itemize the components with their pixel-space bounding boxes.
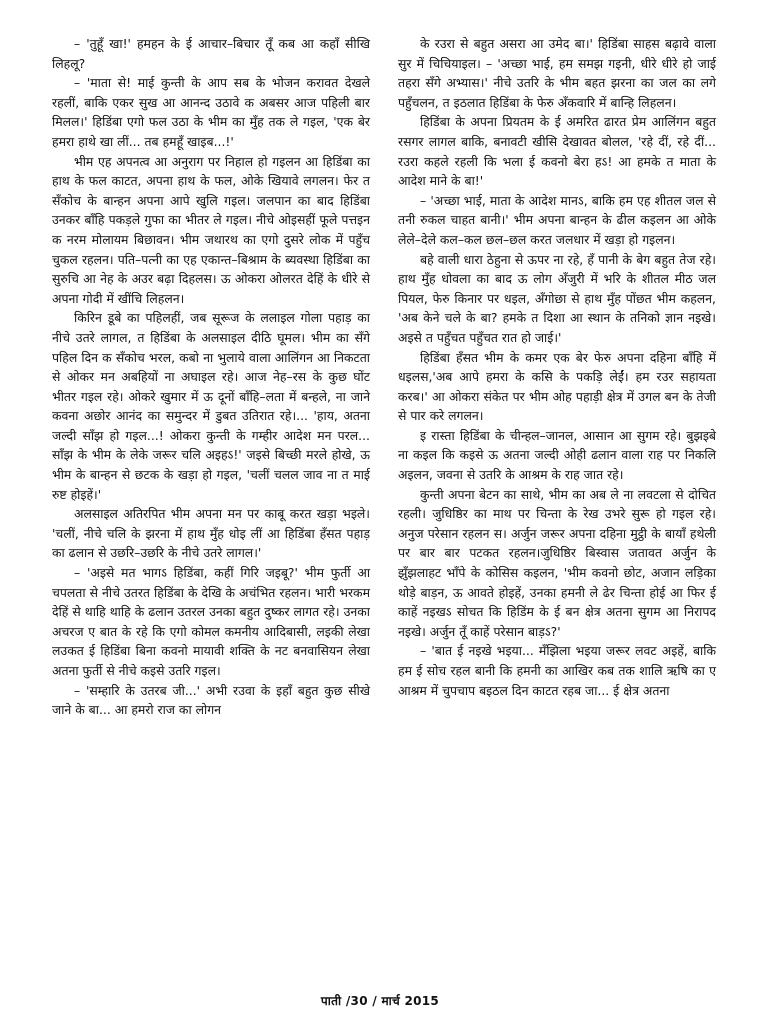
paragraph: अलसाइल अतिरपित भीम अपना मन पर काबू करत खड़ा भइले। 'चलीं, नीचे चलि के झरना में हाथ मुँह धोइ लीं आ हिडिंबा हँसत पहाड़ का ढलान से उछरि–उछरि के नीचे उतरे लागल।': [52, 506, 370, 561]
paragraph: कुन्ती अपना बेटन का साथे, भीम का अब ले ना लवटला से दोचित रहली। जुधिष्ठिर का माथ पर चिन्ता के रेख उभरे सुरू हो गइल रहे। अनुज परेसान रहलन स। अर्जुन जरूर अपना दहिना मुट्ठी के बायाँ हथेली पर बार बार पटकत रहलन।जुधिष्ठिर बिस्वास जतावत अर्जुन के झुँझलाहट भाँपे के कोसिस कइलन, 'भीम कवनो छोट, अजान लड़िका थोड़े बाड़न, ऊ आवते होइहें, उनका हमनी ले ढेर चिन्ता होई आ फिर ई काहें नइखऽ सोचत कि हिडिंम के ई बन क्षेत्र अतना सुगम आ निरापद नइखे। अर्जुन तूँ काहें परेसान बाड़ऽ?': [398, 486, 716, 639]
paragraph: – 'सम्हारि के उतरब जी...' अभी रउवा के इहाँ बहुत कुछ सीखे जाने के बा... आ हमरो राज का लोगन: [52, 682, 370, 718]
paragraph: बहे वाली धारा ठेहुना से ऊपर ना रहे, हँ पानी के बेग बहुत तेज रहे। हाथ मुँह धोवला का बाद ऊ लोग अँजुरी में भरि के शीतल मीठ जल पियल, फेरु किनार पर धइल, अँगोछा से हाथ मुँह पोंछत भीम कहलन, 'अब केने चले के बा? हमके त दिशा आ स्थान के तनिको ज्ञान नइखे। अइसे त पहुँचत पहुँचत रात हो जाई।': [398, 251, 716, 345]
paragraph: के रउरा से बहुत असरा आ उमेद बा।' हिडिंबा साहस बढ़ावे वाला सुर में चिचियाइल। – 'अच्छा भाई, हम समझ गइनी, धीरे धीरे हो जाई तहरा सँगे अभ्यास।' नीचे उतरि के भीम बहत झरना का जल का लगे पहुँचलन, त इठलात हिडिंबा के फेरु अँकवारि में बान्हि लिहलन।: [398, 36, 716, 110]
paragraph: – 'माता से! माई कुन्ती के आप सब के भोजन करावत देखले रहलीं, बाकि एकर सुख आ आनन्द उठावे क अबसर आज पहिली बार मिलल।' हिडिंबा एगो फल उठा के भीम का मुँह तक ले गइल, 'एक बेर हमरा हाथे खा लीं... तब हमहूँ खाइब...!': [52, 75, 370, 149]
paragraph: – 'अइसे मत भागऽ हिडिंबा, कहीं गिरि जइबू?' भीम फुर्ती आ चपलता से नीचे उतरत हिडिंबा के देखि के अचंभित रहलन। भारी भरकम देहिं से थाहि थाहि के ढलान उतरल उनका बहुत दुष्कर लागत रहे। उनका अचरज ए बात के रहे कि एगो कोमल कमनीय आदिबासी, लइकी लेखा लउकत ई हिडिंबा बिना कवनो मायावी शक्ति के नट बनवासियन लेखा अतना फुर्ती से नीचे कइसे उतरि गइल।: [52, 565, 370, 678]
paragraph: किरिन डूबे का पहिलहीं, जब सूरूज के ललाइल गोला पहाड़ का नीचे उतरे लागल, त हिडिंबा के अलसाइल दीठि घूमल। भीम का सँगे पहिल दिन क सँकोच भरल, कबो ना भुलाये वाला आलिंगन आ निकटता से ओकर मन अबहियों ना अघाइल रहे। आज नेह–रस के कुछ घोंट भीतर गइल रहे। ओकरे खुमार में ऊ दूनों बाँहि–लता में बन्हले, ना जाने कवना अछोर आनंद का समुन्दर में डुबत उतिरात रहे।... 'हाय, अतना जल्दी साँझ हो गइल...! ओकरा कुन्ती के गम्हीर आदेश मन परल... साँझ के भीम के लेके जरूर चलि अइहऽ!' जइसे बिच्छी मरले होखे, ऊ भीम के बान्हन से छटक के खड़ा हो गइल, 'चलीं चलल जाव ना त माई रुष्ट होइहें।': [52, 310, 370, 502]
paragraph: हिडिंबा के अपना प्रियतम के ई अमरित ढारत प्रेम आलिंगन बहुत रसगर लागल बाकि, बनावटी खीसि देखावत बोलल, 'रहे दीं, रहे दीं... रउरा कहले रहली कि भला ई कवनो बेरा हऽ! आ हमके त माता के आदेश माने के बा!': [398, 114, 716, 189]
page-footer: पाती /30 / मार्च 2015: [320, 994, 440, 1008]
left-column: [52, 34, 370, 720]
paragraph: इ रास्ता हिडिंबा के चीन्हल–जानल, आसान आ सुगम रहे। बुझइबे ना कइल कि कइसे ऊ अतना जल्दी ओही ढलान वाला राह पर निकलि अइलन, जवना से उतरि के आश्रम के राह जात रहे।: [398, 427, 716, 483]
paragraph: हिडिंबा हँसत भीम के कमर एक बेर फेरु अपना दहिना बाँहि में धइलस,'अब आपे हमरा के कसि के पकड़ि लेईं। हम रउर सहायता करब।' आ ओकरा संकेत पर भीम ओह पहाड़ी क्षेत्र में उगल बन के तेजी से पार करे लगलन।: [398, 349, 716, 424]
right-column: [398, 34, 716, 700]
paragraph: – 'अच्छा भाई, माता के आदेश मानऽ, बाकि हम एह शीतल जल से तनी रुकल चाहत बानी।' भीम अपना बान्हन के ढील कइलन आ ओके लेले–देले कल–कल छल–छल करत जलधार में खड़ा हो गइलन।: [398, 192, 716, 247]
paragraph: भीम एह अपनत्व आ अनुराग पर निहाल हो गइलन आ हिडिंबा का हाथ के फल काटत, अपना हाथ के फल, ओके खियावे लगलन। फेर त सँकोच के बान्हन अपना आपे खुलि गइल। जलपान का बाद हिडिंबा उनकर बाँहि पकड़ले गुफा का भीतर ले गइल। नीचे ओइसहीं फूले पत्तइन क नरम मोलायम बिछावन। भीम जथारथ का एगो दुसरे लोक में पहुँच चुकल रहलन। पति–पत्नी का एह एकान्त–बिश्राम के ब्यवस्था हिडिंबा का सुरुचि आ नेह के अउर बढ़ा दिहलस। ऊ ओकरा ओलरत देहिं के धीरे से अपना गोदी में खींचि लिहलन।: [52, 153, 370, 306]
paragraph: – 'तुहूँ खा!' हमहन के ई आचार–बिचार तूँ कब आ कहाँ सीखि लिहलू?: [52, 36, 370, 71]
paragraph: – 'बात ई नइखे भइया... मँझिला भइया जरूर लवट अइहें, बाकि हम ई सोच रहल बानी कि हमनी का आखिर कब तक शालि ऋषि का ए आश्रम में चुपचाप बइठल दिन काटत रहब जा... ई क्षेत्र अतना: [398, 643, 716, 698]
